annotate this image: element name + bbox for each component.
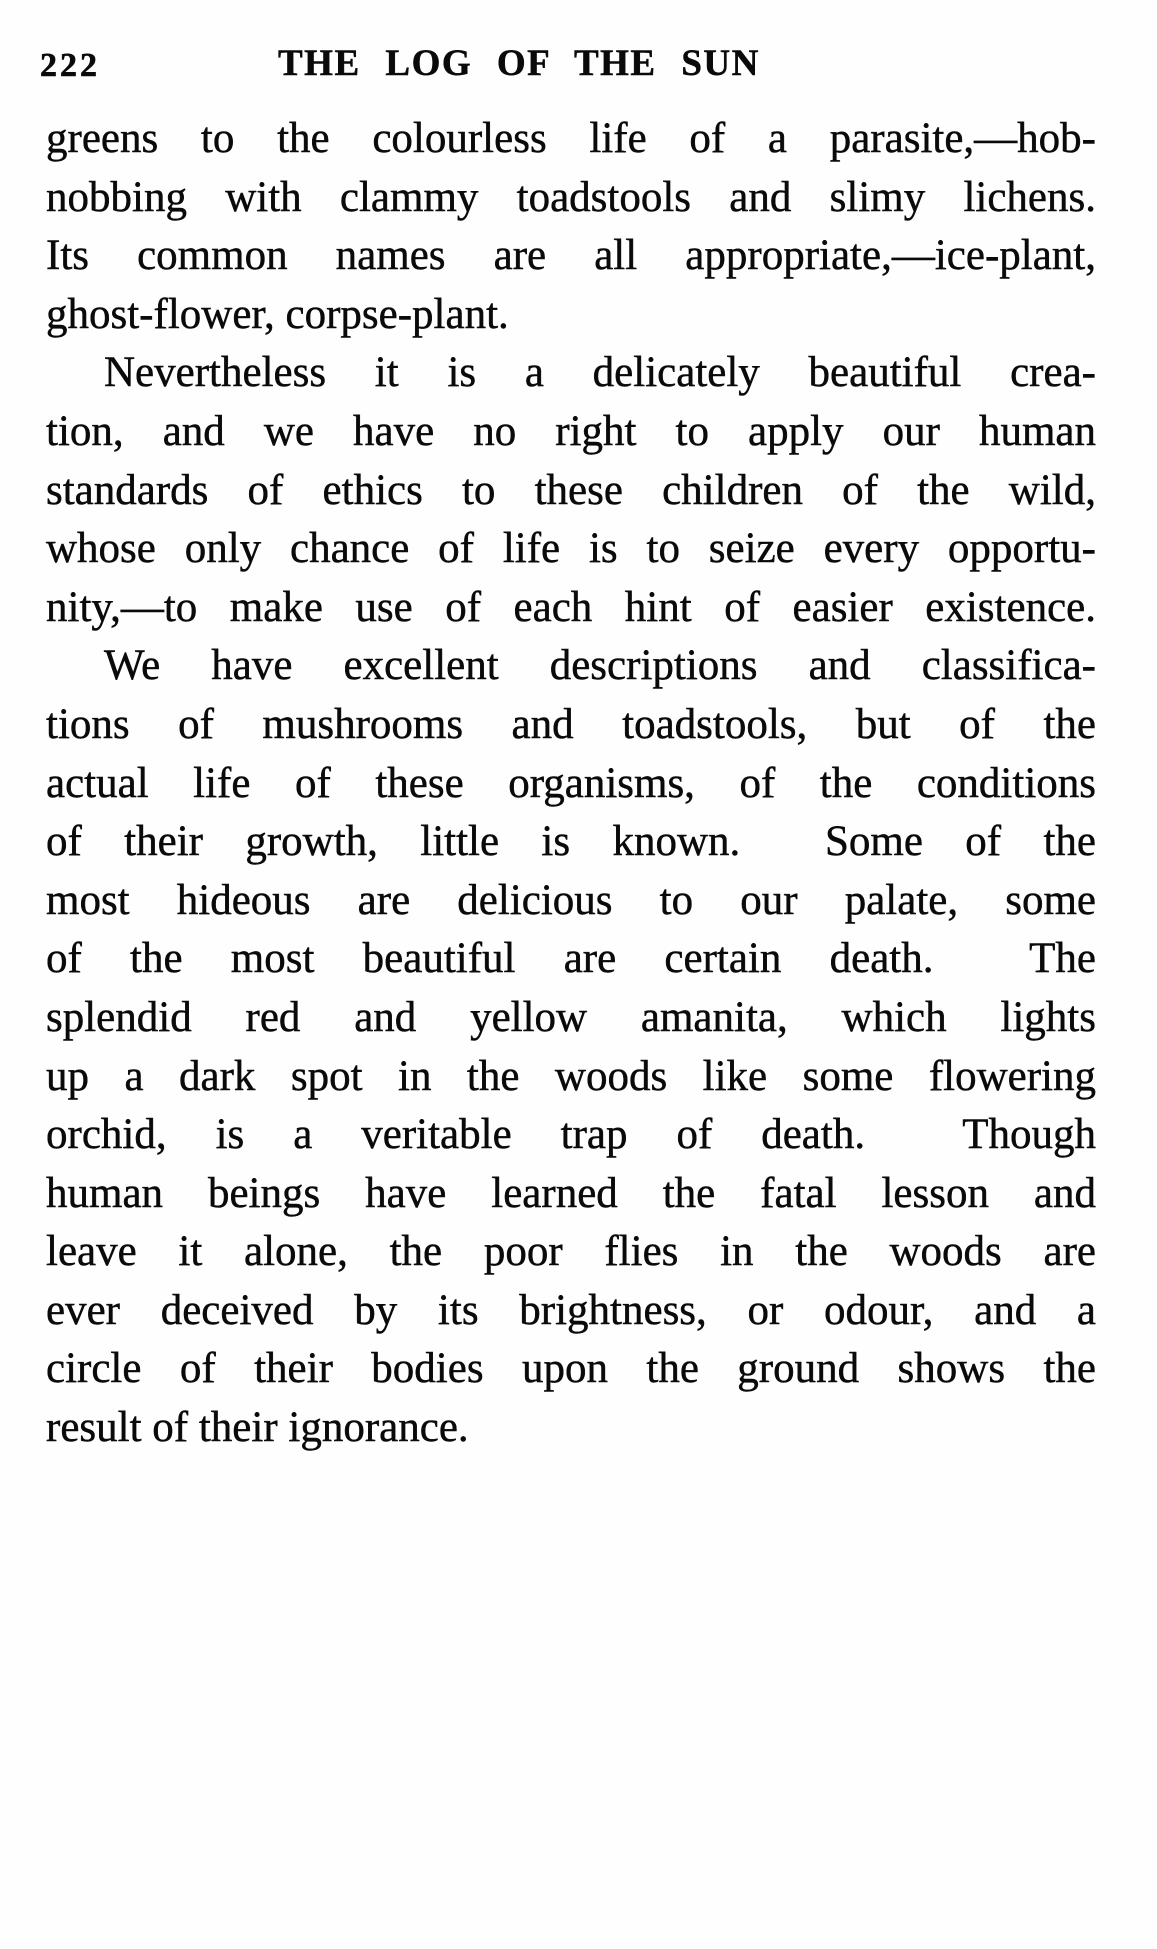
- text-line: ever deceived by its brightness, or odour, and a: [46, 1286, 1096, 1334]
- page-header: [0, 44, 1157, 86]
- text-line: ghost-flower, corpse-plant.: [46, 290, 509, 338]
- text-line: whose only chance of life is to seize every opportu-: [46, 525, 1096, 573]
- text-line: circle of their bodies upon the ground shows the: [46, 1345, 1096, 1393]
- text-line: up a dark spot in the woods like some flowering: [46, 1052, 1096, 1100]
- running-title: THE LOG OF THE SUN: [278, 43, 760, 84]
- text-line: orchid, is a veritable trap of death. Though: [46, 1111, 1096, 1159]
- text-line: We have excellent descriptions and classifica-: [104, 642, 1096, 690]
- text-line: most hideous are delicious to our palate, some: [46, 876, 1096, 924]
- body-text: [46, 110, 1096, 1458]
- text-line: Its common names are all appropriate,—ice-plant,: [46, 232, 1096, 280]
- text-line: result of their ignorance.: [46, 1404, 469, 1452]
- text-line: of their growth, little is known. Some of the: [46, 818, 1096, 866]
- text-line: nity,—to make use of each hint of easier existence.: [46, 583, 1096, 631]
- text-line: Nevertheless it is a delicately beautiful crea-: [104, 349, 1096, 397]
- text-line: tion, and we have no right to apply our human: [46, 407, 1096, 455]
- page-number: 222: [40, 47, 100, 84]
- text-line: greens to the colourless life of a parasite,—hob-: [46, 115, 1096, 162]
- text-line: leave it alone, the poor flies in the woods are: [46, 1228, 1096, 1276]
- text-line: standards of ethics to these children of the wild,: [46, 466, 1096, 514]
- text-line: nobbing with clammy toadstools and slimy lichens.: [46, 173, 1096, 221]
- text-line: splendid red and yellow amanita, which lights: [46, 993, 1096, 1041]
- text-line: tions of mushrooms and toadstools, but of the: [46, 700, 1096, 748]
- text-line: human beings have learned the fatal lesson and: [46, 1169, 1096, 1217]
- text-line: actual life of these organisms, of the conditions: [46, 759, 1096, 807]
- text-line: of the most beautiful are certain death. The: [46, 935, 1096, 983]
